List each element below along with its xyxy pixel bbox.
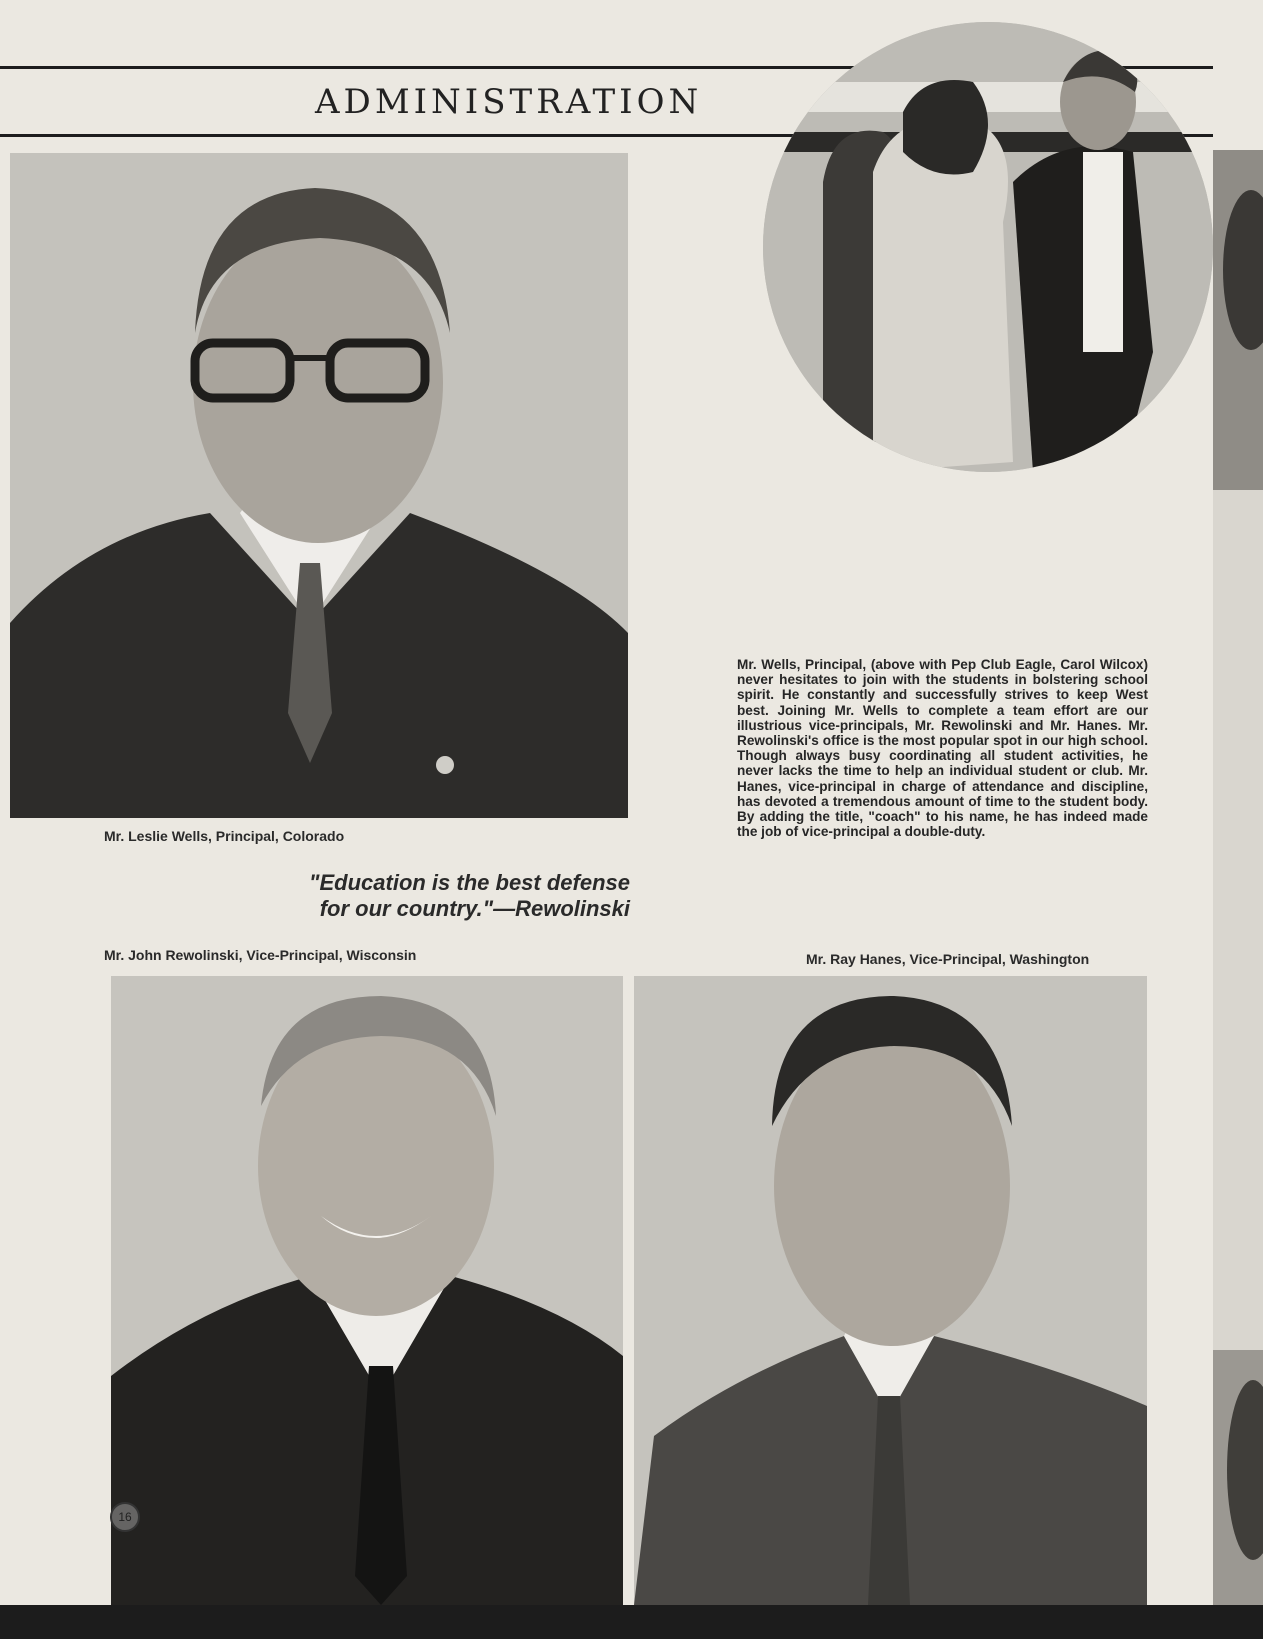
rewolinski-caption: Mr. John Rewolinski, Vice-Principal, Wisconsin <box>104 947 417 963</box>
pep-club-eagle-photo <box>763 22 1213 472</box>
hanes-caption: Mr. Ray Hanes, Vice-Principal, Washington <box>806 951 1090 967</box>
article-paragraph: Mr. Wells, Principal, (above with Pep Club Eagle, Carol Wilcox) never hesitates to join with the students in bolstering school spirit. He constantly and successfully strives to keep West best. Joining Mr. Wells to complete a team effort are our illustrious vice-principals, Mr. Rewolinski and Mr. Hanes. Mr. Rewolinski's office is the most popular spot in our high school. Though always busy coordinating all student activities, he never lacks the time to help an individual student or club. Mr. Hanes, vice-principal in charge of attendance and discipline, has devoted a tremendous amount of time to the student body. By adding the title, "coach" to his name, he has indeed made the job of vice-principal a double-duty. <box>737 657 1148 840</box>
hanes-portrait-photo <box>634 976 1147 1605</box>
page-bottom-edge <box>0 1605 1263 1639</box>
page-title: ADMINISTRATION <box>315 82 703 122</box>
quote-line-1: "Education is the best defense <box>309 870 630 895</box>
rewolinski-quote <box>250 870 630 922</box>
wells-portrait-photo <box>10 153 628 818</box>
quote-line-2: for our country."—Rewolinski <box>319 896 630 921</box>
adjacent-page-edge <box>1213 150 1263 1630</box>
wells-caption: Mr. Leslie Wells, Principal, Colorado <box>104 828 345 844</box>
page-number: 16 <box>110 1502 140 1532</box>
rewolinski-portrait-photo <box>111 976 623 1605</box>
